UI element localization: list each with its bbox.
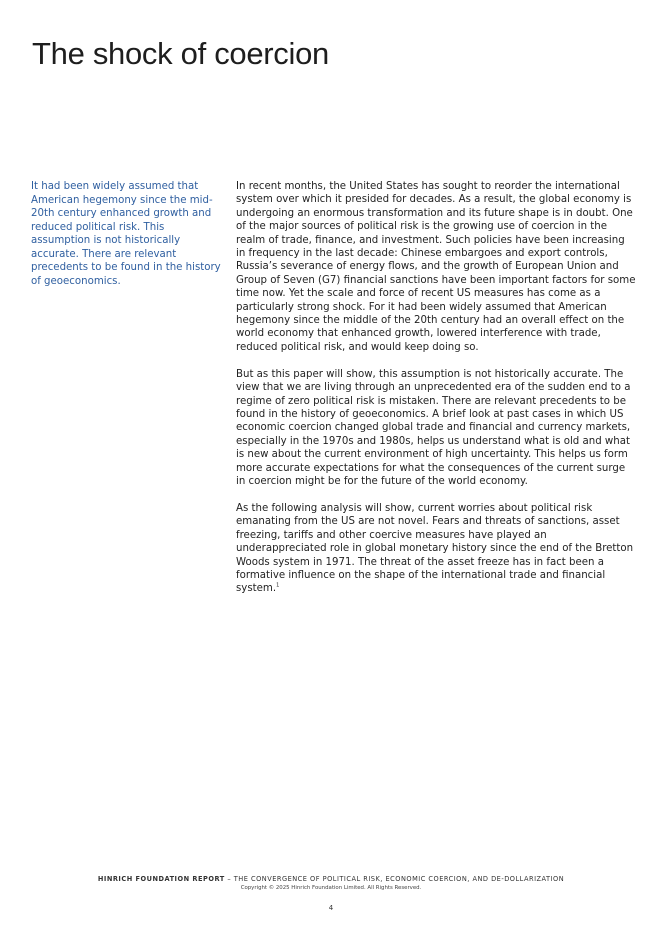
page-title: The shock of coercion xyxy=(32,36,329,71)
body-paragraph-3 xyxy=(236,502,636,596)
body-text-column xyxy=(236,180,636,609)
footer-separator: – xyxy=(224,875,234,883)
body-paragraph-2: But as this paper will show, this assumption is not historically accurate. The view that we are living through an unprecedented era of the sudden end to a regime of zero political risk is mistaken. There are relevant precedents to be found in the history of geoeconomics. A brief look at past cases in which US economic coercion changed global trade and financial and currency markets, especially in the 1970s and 1980s, helps us understand what is old and what is new about the current environment of high uncertainty. This helps us form more accurate expectations for what the consequences of the current surge in coercion might be for the future of the world economy. xyxy=(236,368,631,488)
footer-brand: HINRICH FOUNDATION REPORT xyxy=(97,875,225,883)
footer-report-title: THE CONVERGENCE OF POLITICAL RISK, ECONOMIC COERCION, AND DE-DOLLARIZATION xyxy=(233,875,565,883)
footnote-reference[interactable]: 1 xyxy=(276,582,280,589)
page-footer xyxy=(0,875,662,892)
footer-copyright: Copyright © 2025 Hinrich Foundation Limited. All Rights Reserved. xyxy=(240,885,422,891)
pull-quote: It had been widely assumed that American hegemony since the mid-20th century enhanced growth and reduced political risk. This assumption is not historically accurate. There are relevant precedents to be found in the history of geoeconomics. xyxy=(31,181,221,287)
page-number: 4 xyxy=(328,904,334,912)
body-paragraph-1: In recent months, the United States has sought to reorder the international system over which it presided for decades. As a result, the global economy is undergoing an enormous transformation and its future shape is in doubt. One of the major sources of political risk is the growing use of coercion in the realm of trade, finance, and investment. Such policies have been increasing in frequency in the last decade: Chinese embargoes and export controls, Russia’s severance of energy flows, and the growth of European Union and Group of Seven (G7) financial sanctions have been important factors for some time now. Yet the scale and force of recent US measures has come as a particularly strong shock. For it had been widely assumed that American hegemony since the middle of the 20th century had an overall effect on the world economy that enhanced growth, lowered interference with trade, reduced political risk, and would keep doing so. xyxy=(236,181,636,353)
body-paragraph-3-text: As the following analysis will show, current worries about political risk emanating from the US are not novel. Fears and threats of sanctions, asset freezing, tariffs and other coercive measures have played an underappreciated role in global monetary history since the end of the Bretton Woods system in 1971. The threat of the asset freeze has in fact been a formative influence on the shape of the international trade and financial system. xyxy=(236,502,634,595)
footer-report-line xyxy=(0,875,662,884)
